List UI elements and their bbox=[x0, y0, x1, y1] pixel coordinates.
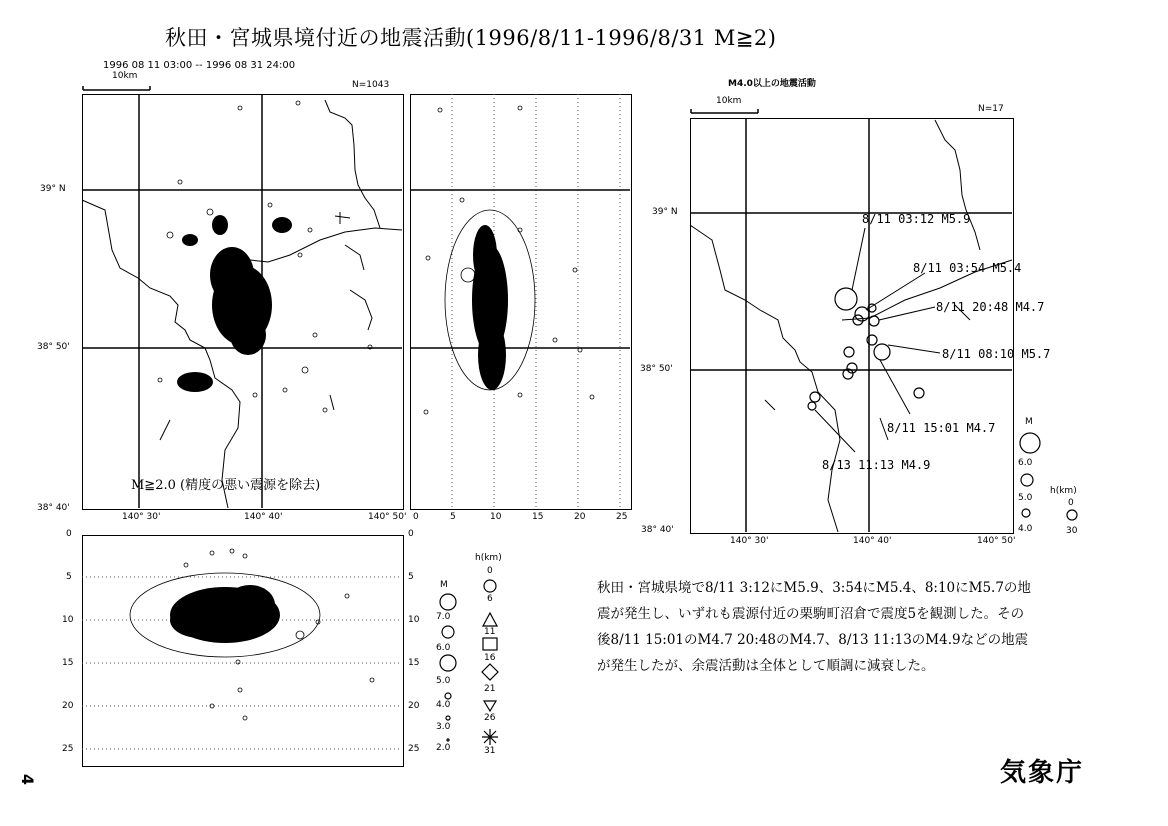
r-lon-label-140-30: 140° 30' bbox=[730, 536, 769, 546]
legend-h-11: 11 bbox=[484, 627, 496, 637]
legend-h-0: 0 bbox=[487, 566, 493, 576]
depth-tick-15: 15 bbox=[62, 658, 74, 668]
r-legend-m-6: 6.0 bbox=[1018, 458, 1033, 468]
lat-label-38-40: 38° 40' bbox=[37, 503, 70, 513]
r-lat-label-38-40: 38° 40' bbox=[641, 525, 674, 535]
legend-h-16: 16 bbox=[484, 653, 496, 663]
scale-label-right: 10km bbox=[716, 96, 742, 106]
depth-tick-r-5: 5 bbox=[408, 572, 414, 582]
r-lon-label-140-50: 140° 50' bbox=[977, 536, 1016, 546]
annotation-event-1: 8/11 03:12 M5.9 bbox=[862, 212, 971, 226]
annotation-event-4: 8/11 08:10 M5.7 bbox=[942, 347, 1051, 361]
r-legend-h-0: 0 bbox=[1068, 498, 1074, 508]
annotation-event-3: 8/11 20:48 M4.7 bbox=[936, 300, 1045, 314]
legend-m-7: 7.0 bbox=[436, 612, 451, 622]
scale-label-left: 10km bbox=[112, 71, 138, 81]
map-caption: M≧2.0 (精度の悪い震源を除去) bbox=[131, 478, 321, 493]
r-legend-h-30: 30 bbox=[1066, 526, 1078, 536]
lat-label-39: 39° N bbox=[40, 184, 66, 194]
annotation-event-2: 8/11 03:54 M5.4 bbox=[913, 261, 1022, 275]
depth-tick-25: 25 bbox=[62, 744, 74, 754]
annotation-event-5: 8/11 15:01 M4.7 bbox=[887, 421, 996, 435]
annotation-event-6: 8/13 11:13 M4.9 bbox=[822, 458, 931, 472]
r-legend-m-5: 5.0 bbox=[1018, 493, 1033, 503]
description-text: 秋田・宮城県境で8/11 3:12にM5.9、3:54にM5.4、8:10にM5.7の地震が発生し、いずれも震源付近の栗駒町沼倉で震度5を観測した。その後8/11 15:01のM4.7 20:48のM4.7、8/13 11:13のM4.9などの地震が発生したが、余震活動は全体として順調に減衰した。 bbox=[597, 580, 1031, 674]
count-label-right: N=17 bbox=[978, 104, 1004, 114]
legend-m-title: M bbox=[440, 580, 448, 590]
count-label-left: N=1043 bbox=[352, 80, 390, 90]
lon-label-140-50: 140° 50' bbox=[368, 512, 407, 522]
depth-tick-r-20: 20 bbox=[408, 701, 420, 711]
page-title: 秋田・宮城県境付近の地震活動(1996/8/11-1996/8/31 M≧2) bbox=[165, 26, 777, 50]
legend-m-5: 5.0 bbox=[436, 676, 451, 686]
legend-h-6: 6 bbox=[487, 594, 493, 604]
lon-label-140-30: 140° 30' bbox=[122, 512, 161, 522]
depth-tick-r-15: 15 bbox=[408, 658, 420, 668]
r-legend-h-title: h(km) bbox=[1050, 486, 1077, 496]
period-label: 1996 08 11 03:00 -- 1996 08 31 24:00 bbox=[103, 60, 296, 71]
depth-tick-20: 20 bbox=[62, 701, 74, 711]
depth-tick-0: 0 bbox=[66, 529, 72, 539]
lon-label-140-40: 140° 40' bbox=[244, 512, 283, 522]
legend-h-26: 26 bbox=[484, 713, 496, 723]
legend-m-6: 6.0 bbox=[436, 643, 451, 653]
legend-m-4: 4.0 bbox=[436, 700, 451, 710]
depth-tick-r-25: 25 bbox=[408, 744, 420, 754]
r-legend-m-4: 4.0 bbox=[1018, 524, 1033, 534]
depth-tick-r-0: 0 bbox=[408, 529, 414, 539]
r-legend-m-title: M bbox=[1025, 417, 1033, 427]
r-lat-label-39: 39° N bbox=[652, 207, 678, 217]
legend-h-21: 21 bbox=[484, 684, 496, 694]
agency-name: 気象庁 bbox=[1000, 758, 1085, 788]
lat-label-38-50: 38° 50' bbox=[37, 342, 70, 352]
depth-tick-5: 5 bbox=[66, 572, 72, 582]
m4-map-title: M4.0以上の地震活動 bbox=[728, 79, 816, 89]
depth-tick-10: 10 bbox=[62, 615, 74, 625]
legend-h-31: 31 bbox=[484, 746, 496, 756]
r-lon-label-140-40: 140° 40' bbox=[853, 536, 892, 546]
legend-h-title: h(km) bbox=[475, 553, 502, 563]
legend-m-3: 3.0 bbox=[436, 722, 451, 732]
depth-tick-r-10: 10 bbox=[408, 615, 420, 625]
legend-m-2: 2.0 bbox=[436, 743, 451, 753]
r-lat-label-38-50: 38° 50' bbox=[640, 364, 673, 374]
page-number: 4 bbox=[18, 773, 38, 786]
